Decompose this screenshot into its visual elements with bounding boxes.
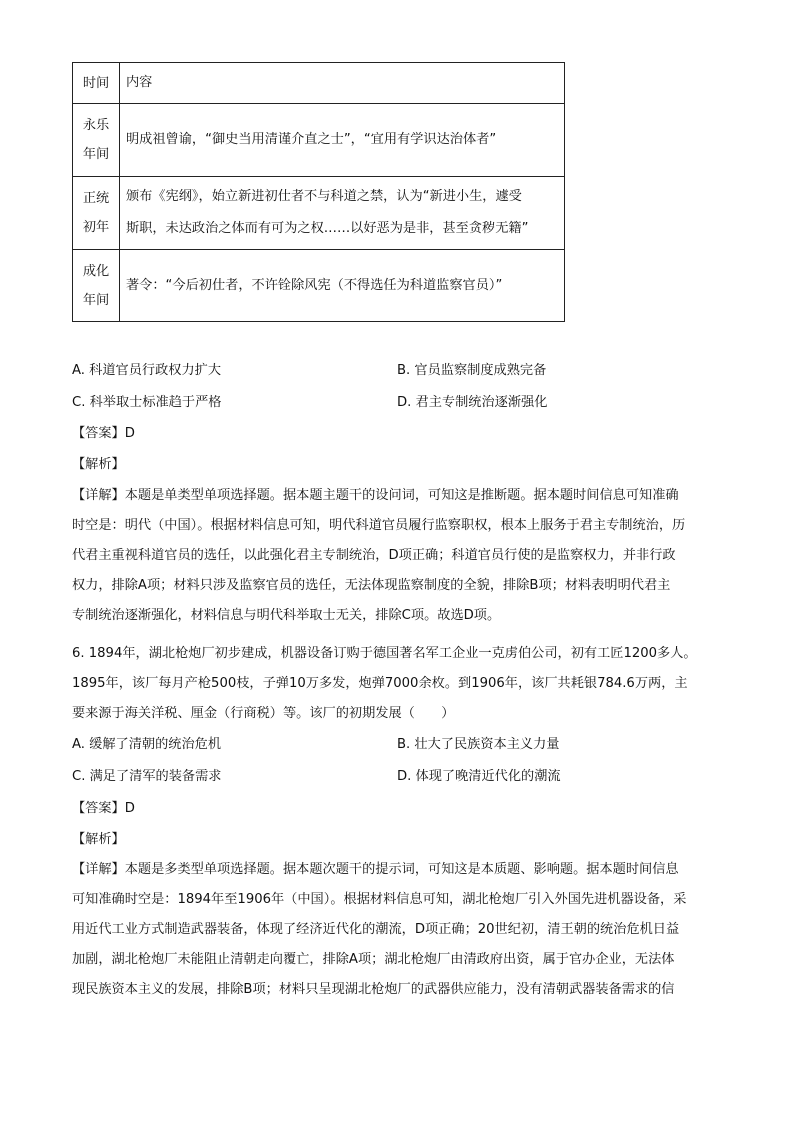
history-table <box>72 62 565 322</box>
time-line: 初年 <box>82 220 110 235</box>
time-line: 永乐 <box>82 118 110 133</box>
q6-answer: 【答案】D <box>72 801 135 816</box>
table-cell-time <box>73 250 120 322</box>
table-cell-time <box>73 177 120 250</box>
q5-analysis-label: 【解析】 <box>72 457 125 472</box>
q5-detail-line: 时空是：明代（中国）。根据材料信息可知，明代科道官员履行监察职权，根本上服务于君主专制统治，历 <box>72 518 686 533</box>
q5-detail-line: 专制统治逐渐强化，材料信息与明代科举取士无关，排除C项。故选D项。 <box>72 608 501 623</box>
q5-option-d: D. 君主专制统治逐渐强化 <box>397 395 548 410</box>
time-line: 年间 <box>82 292 110 308</box>
table-cell-time <box>73 104 120 177</box>
q5-detail-line: 【详解】本题是单类型单项选择题。据本题主题干的设问词，可知这是推断题。据本题时间信息可知准确 <box>72 488 679 503</box>
q6-detail-line: 可知准确时空是：1894年至1906年（中国）。根据材料信息可知，湖北枪炮厂引入外国先进机器设备，采 <box>72 892 687 907</box>
time-line: 正统 <box>82 191 110 206</box>
q6-stem-line: 1895年，该厂每月产枪500枝，子弹10万多发，炮弹7000余枚。到1906年，该厂共耗银784.6万两，主 <box>72 676 688 691</box>
q6-detail <box>72 855 686 1005</box>
table-cell-content <box>120 104 565 177</box>
time-line: 年间 <box>82 147 110 162</box>
table-cell-content <box>120 250 565 322</box>
q6-stem-line: 要来源于海关洋税、厘金（行商税）等。该厂的初期发展（ ） <box>72 706 455 721</box>
q6-detail-line: 用近代工业方式制造武器装备，体现了经济近代化的潮流，D项正确；20世纪初，清王朝的统治危机日益 <box>72 922 680 937</box>
q6-analysis-label: 【解析】 <box>72 832 125 847</box>
q6-option-b: B. 壮大了民族资本主义力量 <box>397 737 560 752</box>
q6-detail-line: 加剧，湖北枪炮厂未能阻止清朝走向覆亡，排除A项；湖北枪炮厂由清政府出资，属于官办企业，无法体 <box>72 952 675 967</box>
q6-detail-line: 【详解】本题是多类型单项选择题。据本题次题干的提示词，可知这是本质题、影响题。据本题时间信息 <box>72 862 679 877</box>
table-row <box>73 177 565 250</box>
q5-option-b: B. 官员监察制度成熟完备 <box>397 363 547 378</box>
q5-answer: 【答案】D <box>72 426 135 441</box>
q6-stem-line: 6. 1894年，湖北枪炮厂初步建成，机器设备订购于德国著名军工企业一克虏伯公司，初有工匠1200多人。 <box>72 646 697 661</box>
q5-option-a: A. 科道官员行政权力扩大 <box>72 363 222 378</box>
q5-detail-line: 代君主重视科道官员的选任，以此强化君主专制统治，D项正确；科道官员行使的是监察权力，并非行政 <box>72 548 676 563</box>
content-line: 明成祖曾谕，“御史当用清谨介直之士”，“宜用有学识达治体者” <box>126 132 497 147</box>
q6-option-c: C. 满足了清军的装备需求 <box>72 769 222 784</box>
content-line: 著令：“今后初仕者，不许铨除风宪（不得选任为科道监察官员）” <box>126 277 503 293</box>
q6-option-a: A. 缓解了清朝的统治危机 <box>72 737 222 752</box>
q6-detail-line: 现民族资本主义的发展，排除B项；材料只呈现湖北枪炮厂的武器供应能力，没有清朝武器装备需求的信 <box>72 982 675 997</box>
table-header-content: 内容 <box>120 63 565 104</box>
q5-detail-line: 权力，排除A项；材料只涉及监察官员的选任，无法体现监察制度的全貌，排除B项；材料表明明代君主 <box>72 578 671 593</box>
table-header-time: 时间 <box>73 63 120 104</box>
table-header-row <box>73 63 565 104</box>
content-line: 颁布《宪纲》，始立新进初仕者不与科道之禁，认为“新进小生，遽受 <box>126 189 522 204</box>
q5-detail <box>72 481 685 631</box>
q6-option-d: D. 体现了晚清近代化的潮流 <box>397 769 561 784</box>
time-line: 成化 <box>82 263 110 279</box>
q6-stem <box>72 639 697 729</box>
table-row <box>73 250 565 322</box>
table-row <box>73 104 565 177</box>
content-line: 斯职，未达政治之体而有可为之权……以好恶为是非，甚至贪秽无籍” <box>126 221 529 236</box>
q5-option-c: C. 科举取士标准趋于严格 <box>72 395 222 410</box>
table-cell-content <box>120 177 565 250</box>
